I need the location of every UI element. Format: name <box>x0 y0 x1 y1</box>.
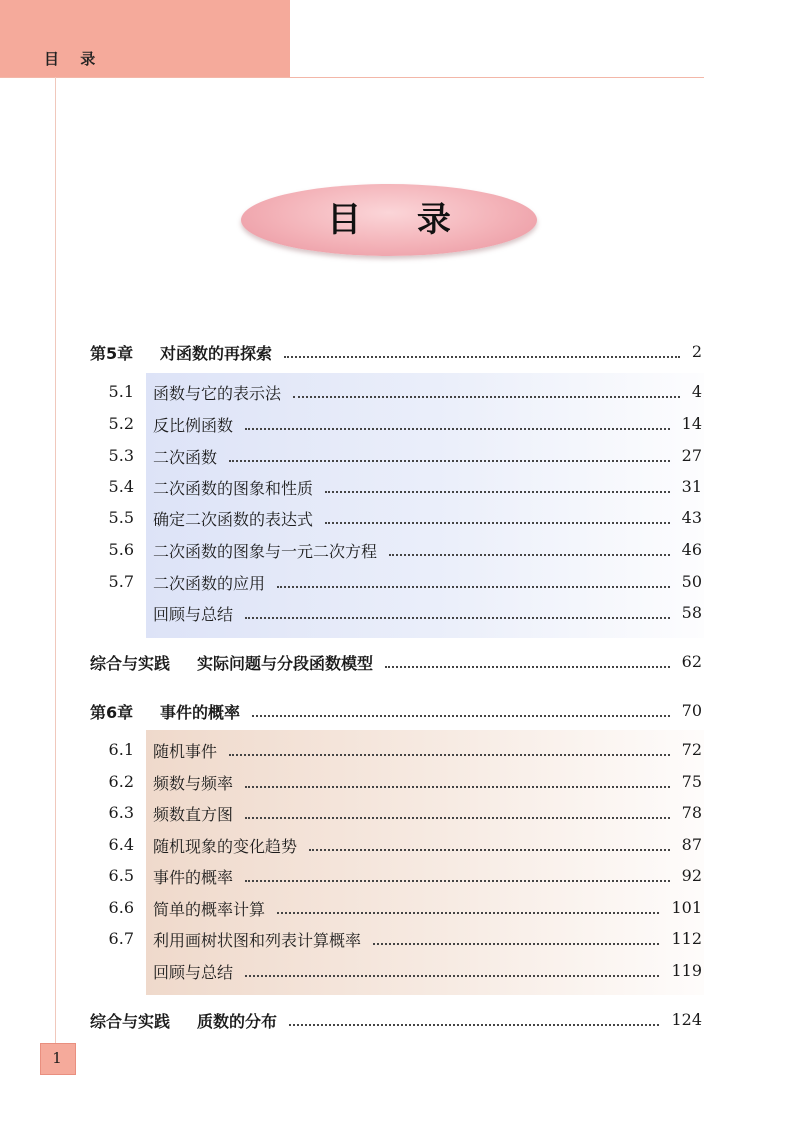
toc-page-number: 58 <box>681 603 702 622</box>
toc-row[interactable] <box>0 925 800 955</box>
toc-number: 6.7 <box>108 929 134 948</box>
toc-leader <box>325 522 670 524</box>
toc-page-number: 4 <box>691 382 702 401</box>
toc-leader <box>245 975 659 977</box>
toc-page-number: 92 <box>681 866 702 885</box>
toc-title: 回顾与总结 <box>153 963 234 982</box>
toc-leader <box>252 715 670 717</box>
toc-number: 5.2 <box>108 414 134 433</box>
toc-leader <box>229 460 670 462</box>
toc-row[interactable] <box>0 957 800 987</box>
toc-page-number: 101 <box>671 898 702 917</box>
toc-page-number: 119 <box>671 961 702 980</box>
toc-page-number: 78 <box>681 803 702 822</box>
toc-page-number: 62 <box>681 652 702 671</box>
toc-leader <box>385 666 670 668</box>
toc-row[interactable] <box>0 536 800 566</box>
toc-number: 5.1 <box>108 382 134 401</box>
toc-leader <box>277 912 659 914</box>
toc-number: 6.2 <box>108 772 134 791</box>
toc-number: 5.3 <box>108 446 134 465</box>
toc-leader <box>245 880 670 882</box>
toc-row[interactable] <box>0 473 800 503</box>
toc-title: 对函数的再探索 <box>160 344 273 363</box>
toc-row[interactable] <box>0 862 800 892</box>
toc-title: 频数与频率 <box>153 774 234 793</box>
toc-row[interactable] <box>0 504 800 534</box>
toc-row[interactable] <box>0 894 800 924</box>
toc-leader <box>293 396 680 398</box>
toc-page-number: 75 <box>681 772 702 791</box>
toc-row[interactable] <box>0 799 800 829</box>
toc-number: 第6章 <box>90 703 134 722</box>
toc-title: 实际问题与分段函数模型 <box>197 654 374 673</box>
toc-title: 事件的概率 <box>160 703 241 722</box>
toc-page-number: 72 <box>681 740 702 759</box>
toc-number: 综合与实践 <box>90 654 171 673</box>
toc-page-number: 112 <box>671 929 702 948</box>
toc-page-number: 31 <box>681 477 702 496</box>
toc-title: 质数的分布 <box>197 1012 278 1031</box>
toc-title: 利用画树状图和列表计算概率 <box>153 931 362 950</box>
toc-leader <box>245 786 670 788</box>
toc-row[interactable] <box>0 697 800 727</box>
toc-title: 随机事件 <box>153 742 218 761</box>
toc-title: 二次函数的图象和性质 <box>153 479 314 498</box>
toc-number: 6.3 <box>108 803 134 822</box>
toc-row[interactable] <box>0 831 800 861</box>
toc-leader <box>373 943 659 945</box>
toc-page-number: 87 <box>681 835 702 854</box>
toc-title: 函数与它的表示法 <box>153 384 282 403</box>
toc-row[interactable] <box>0 599 800 629</box>
toc-title: 确定二次函数的表达式 <box>153 510 314 529</box>
toc-row[interactable] <box>0 648 800 678</box>
toc-title: 事件的概率 <box>153 868 234 887</box>
toc-number: 6.5 <box>108 866 134 885</box>
toc-page-number: 43 <box>681 508 702 527</box>
toc-row[interactable] <box>0 442 800 472</box>
toc-page-number: 46 <box>681 540 702 559</box>
toc-title: 回顾与总结 <box>153 605 234 624</box>
toc-title: 反比例函数 <box>153 416 234 435</box>
toc-leader <box>284 356 680 358</box>
toc-number: 第5章 <box>90 344 134 363</box>
toc-title: 二次函数的应用 <box>153 574 266 593</box>
toc-row[interactable] <box>0 768 800 798</box>
toc-title: 简单的概率计算 <box>153 900 266 919</box>
toc-row[interactable] <box>0 378 800 408</box>
toc-page-number: 50 <box>681 572 702 591</box>
toc-page-number: 27 <box>681 446 702 465</box>
page-number: 1 <box>52 1049 62 1067</box>
toc-leader <box>389 554 670 556</box>
toc-leader <box>309 849 670 851</box>
toc-title: 二次函数 <box>153 448 218 467</box>
toc-number: 5.7 <box>108 572 134 591</box>
toc-leader <box>245 428 670 430</box>
toc-page-number: 70 <box>681 701 702 720</box>
toc-leader <box>245 617 670 619</box>
page-title: 目 录 <box>327 200 473 240</box>
toc-leader <box>325 491 670 493</box>
toc-number: 综合与实践 <box>90 1012 171 1031</box>
toc-number: 5.6 <box>108 540 134 559</box>
toc-row[interactable] <box>0 410 800 440</box>
toc-page-number: 124 <box>671 1010 702 1029</box>
toc-leader <box>245 817 670 819</box>
toc-row[interactable] <box>0 736 800 766</box>
toc-number: 5.5 <box>108 508 134 527</box>
toc-row[interactable] <box>0 1006 800 1036</box>
toc-leader <box>289 1024 659 1026</box>
toc-row[interactable] <box>0 338 800 368</box>
toc-title: 频数直方图 <box>153 805 234 824</box>
toc-number: 6.6 <box>108 898 134 917</box>
header-rule <box>0 77 704 78</box>
toc-number: 6.4 <box>108 835 134 854</box>
toc-row[interactable] <box>0 568 800 598</box>
toc-leader <box>229 754 670 756</box>
toc-leader <box>277 586 670 588</box>
toc-title: 二次函数的图象与一元二次方程 <box>153 542 378 561</box>
toc-page-number: 2 <box>691 342 702 361</box>
header-label: 目 录 <box>44 50 104 68</box>
toc-number: 6.1 <box>108 740 134 759</box>
toc-number: 5.4 <box>108 477 134 496</box>
toc-page-number: 14 <box>681 414 702 433</box>
toc-title: 随机现象的变化趋势 <box>153 837 298 856</box>
